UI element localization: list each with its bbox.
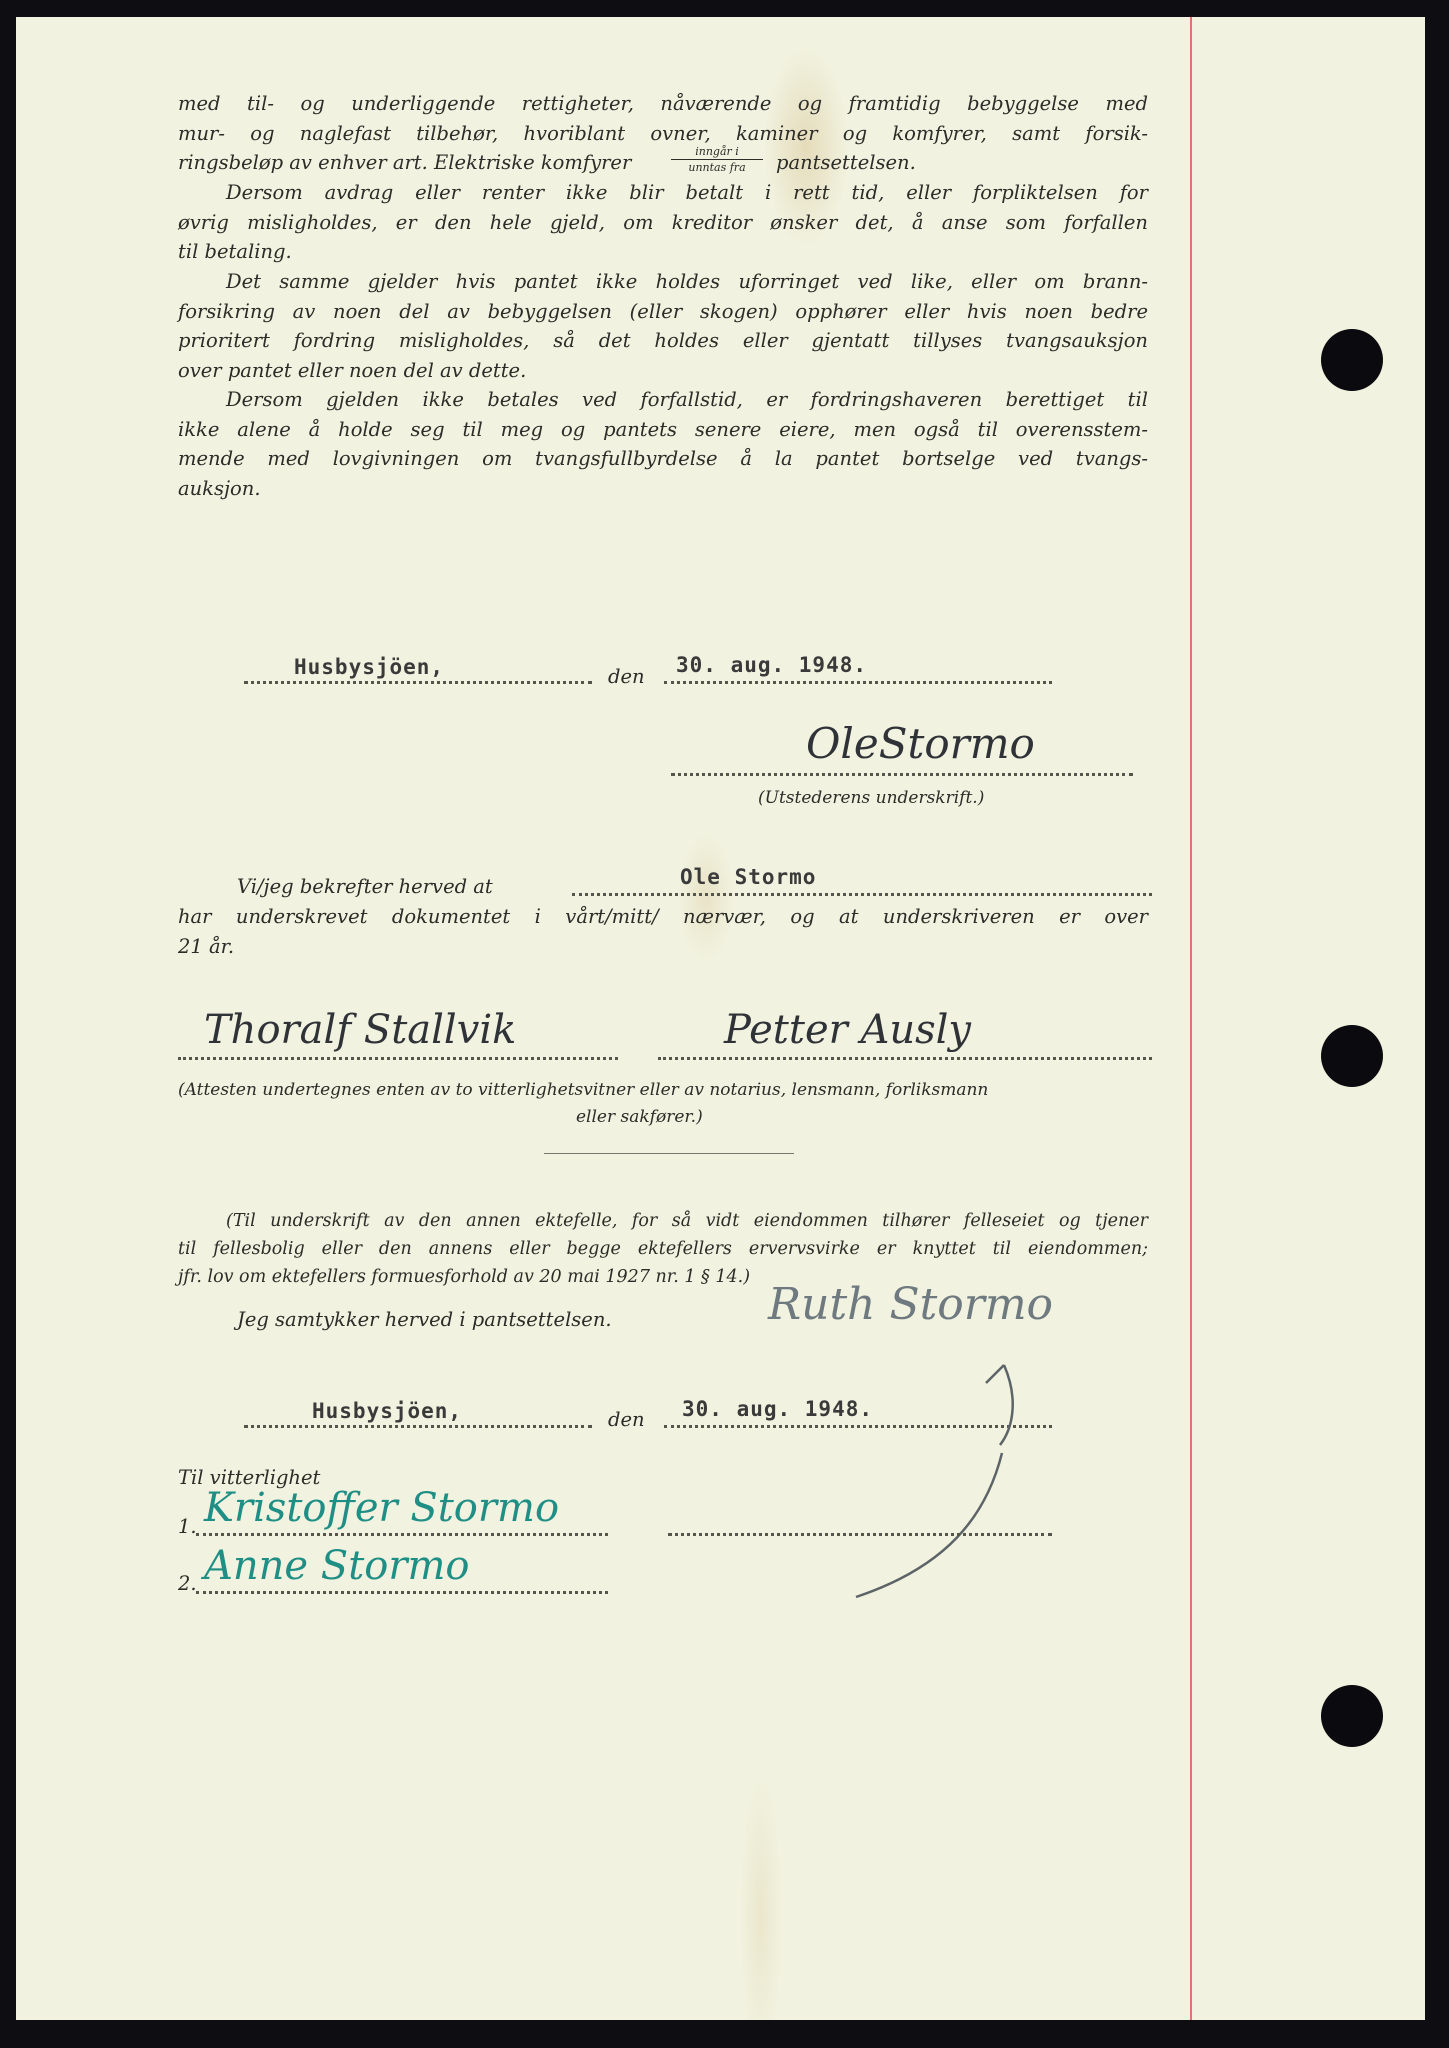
pencil-arrow-mark	[836, 1357, 1036, 1617]
section-divider	[544, 1153, 794, 1154]
text-line: har underskrevet dokumentet i vårt/mitt/ nærvær, og at underskriveren er over	[178, 905, 1148, 928]
den-label: den	[608, 665, 645, 688]
witness-heading: Til vitterlighet	[178, 1466, 321, 1489]
attestation-caption: (Attesten undertegnes enten av to vitterlighetsvitner eller av notarius, lensmann, forliksmann	[178, 1080, 989, 1100]
consent-text: Jeg samtykker herved i pantsettelsen.	[237, 1308, 612, 1331]
text-line: forsikring av noen del av bebyggelsen (eller skogen) opphører eller hvis noen bedre	[178, 299, 1148, 323]
text-line: prioritert fordring misligholdes, så det holdes eller gjentatt tillyses tvangsauksjon	[178, 329, 1148, 352]
attested-signer: Ole Stormo	[680, 865, 817, 889]
signer-dotted-line	[572, 893, 1152, 896]
attestation-lead: Vi/jeg bekrefter herved at	[237, 875, 493, 898]
text-line: ikke alene å holde seg til meg og pantets senere eiere, men også til overensstem-	[178, 417, 1148, 441]
witness-2-signature: Anne Stormo	[204, 1543, 470, 1589]
attestation-body	[178, 902, 1148, 961]
paragraph-property-scope	[178, 89, 1148, 148]
witness-number: 1.	[178, 1515, 197, 1538]
place-dotted-line	[244, 1425, 592, 1428]
witness-dotted-line	[196, 1591, 608, 1594]
punch-hole	[1321, 329, 1383, 391]
text-line: jfr. lov om ektefellers formuesforhold av 20 mai 1927 nr. 1 § 14.)	[178, 1267, 751, 1287]
consent-date: 30. aug. 1948.	[682, 1397, 874, 1421]
document-page	[16, 17, 1425, 2020]
text-line: Dersom gjelden ikke betales ved forfallstid, er fordringshaveren berettiget til	[226, 388, 1148, 411]
text-line: mur- og naglefast tilbehør, hvoriblant ovner, kaminer og komfyrer, samt forsik-	[178, 121, 1148, 145]
issuer-signature: OleStormo	[806, 719, 1035, 768]
paragraph-enforcement	[178, 385, 1148, 503]
text-line: over pantet eller noen del av dette.	[178, 358, 527, 382]
text-line: til betaling.	[178, 240, 292, 263]
issuer-place: Husbysjöen,	[294, 655, 445, 679]
red-margin-line	[1190, 17, 1192, 2020]
issuer-date: 30. aug. 1948.	[676, 653, 868, 677]
consent-signature: Ruth Stormo	[768, 1279, 1054, 1330]
witness-signature-1: Thoralf Stallvik	[204, 1007, 517, 1053]
witness-dotted-line	[196, 1533, 608, 1536]
witness-1-signature: Kristoffer Stormo	[204, 1485, 560, 1531]
date-dotted-line	[664, 681, 1052, 684]
text-line: 21 år.	[178, 934, 235, 958]
signature-dotted-line	[671, 773, 1133, 776]
signature-caption: (Utstederens underskrift.)	[758, 788, 985, 808]
witness-number: 2.	[178, 1572, 197, 1595]
text-line: Dersom avdrag eller renter ikke blir betalt i rett tid, eller forpliktelsen for	[226, 181, 1148, 204]
text-line: pantsettelsen.	[776, 151, 916, 174]
text-line: øvrig misligholdes, er den hele gjeld, om kreditor ønsker det, å anse som forfallen	[178, 210, 1148, 234]
consent-place: Husbysjöen,	[312, 1399, 463, 1423]
witness-dotted-line	[668, 1533, 1052, 1536]
text-line: ringsbeløp av enhver art. Elektriske komfyrer	[178, 151, 632, 174]
place-dotted-line	[244, 681, 592, 684]
text-line: med til- og underliggende rettigheter, nåværende og framtidig bebyggelse med	[178, 92, 1148, 115]
punch-hole	[1321, 1025, 1383, 1087]
paragraph-deterioration	[178, 267, 1148, 385]
witness-dotted-line	[658, 1057, 1152, 1060]
witness-dotted-line	[178, 1057, 618, 1060]
attestation-caption: eller sakfører.)	[576, 1107, 703, 1127]
fraction-bottom: unntas fra	[688, 161, 746, 174]
text-line: Det samme gjelder hvis pantet ikke holdes uforringet ved like, eller om brann-	[226, 270, 1148, 293]
text-line: mende med lovgivningen om tvangsfullbyrdelse å la pantet bortselge ved tvangs-	[178, 447, 1148, 470]
den-label: den	[608, 1408, 645, 1431]
paragraph-default	[178, 178, 1148, 267]
choice-fraction	[671, 145, 763, 174]
text-line: auksjon.	[178, 476, 261, 500]
text-line: (Til underskrift av den annen ektefelle, for så vidt eiendommen tilhører felleseiet og tjener	[226, 1211, 1148, 1231]
witness-signature-2: Petter Ausly	[724, 1007, 972, 1053]
fraction-top: inngår i	[671, 145, 763, 160]
punch-hole	[1321, 1685, 1383, 1747]
text-line: til fellesbolig eller den annens eller begge ektefellers ervervsvirke er knyttet til eiendommen;	[178, 1239, 1148, 1259]
